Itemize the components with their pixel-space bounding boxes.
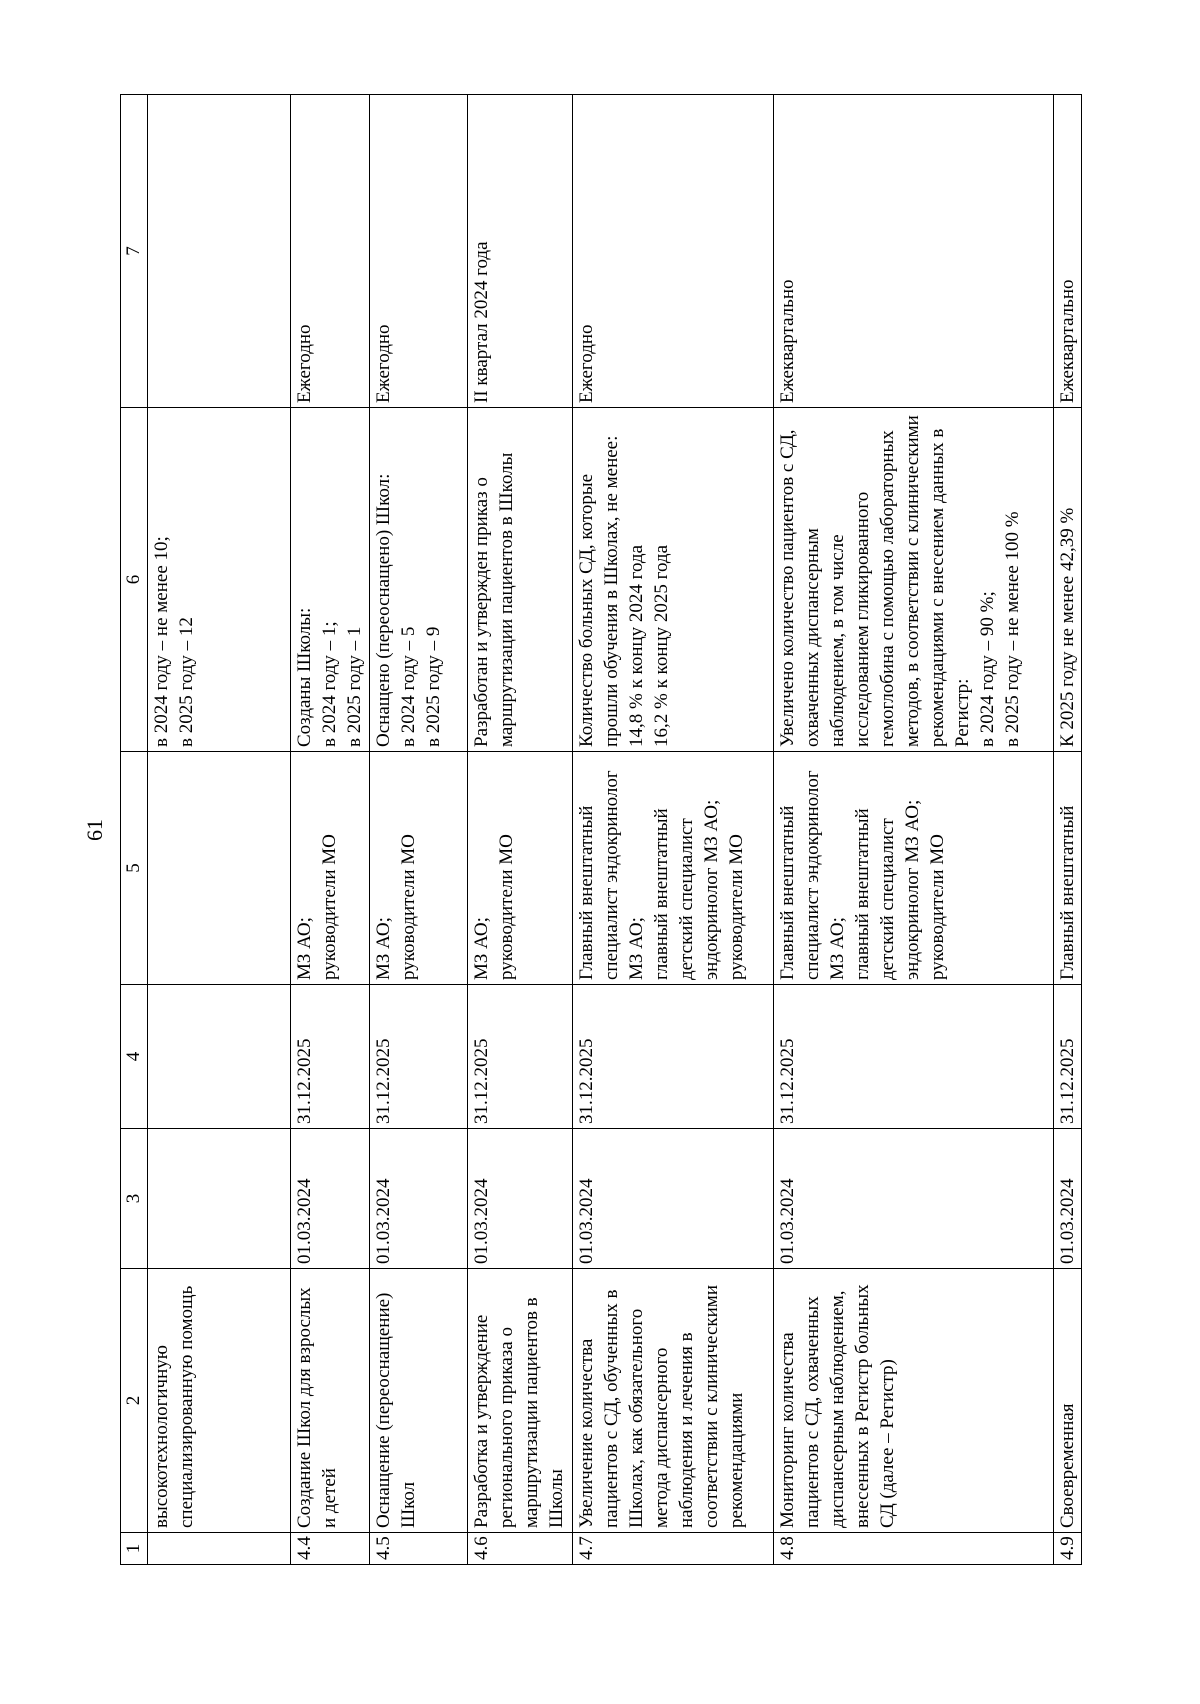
item-number-cell: 4.8 bbox=[774, 1533, 1054, 1565]
item-number-cell: 4.9 bbox=[1054, 1533, 1082, 1565]
action-plan-table bbox=[120, 94, 1082, 1565]
end-date-cell: 31.12.2025 bbox=[468, 985, 573, 1129]
item-number-cell: 4.4 bbox=[291, 1533, 370, 1565]
responsible-cell bbox=[148, 752, 291, 985]
frequency-cell: Ежегодно bbox=[370, 95, 468, 408]
task-cell: Оснащение (переоснащение) Школ bbox=[370, 1269, 468, 1533]
end-date-cell: 31.12.2025 bbox=[291, 985, 370, 1129]
frequency-cell bbox=[148, 95, 291, 408]
start-date-cell: 01.03.2024 bbox=[468, 1129, 573, 1269]
header-cell-3: 3 bbox=[121, 1129, 148, 1269]
table-row bbox=[291, 95, 370, 1565]
result-cell: в 2024 году – не менее 10; в 2025 году – 12 bbox=[148, 408, 291, 752]
frequency-cell: Ежеквартально bbox=[1054, 95, 1082, 408]
header-cell-4: 4 bbox=[121, 985, 148, 1129]
item-number-cell: 4.5 bbox=[370, 1533, 468, 1565]
table-row bbox=[774, 95, 1054, 1565]
table-rotated-container bbox=[120, 95, 1095, 1565]
result-cell: Увеличено количество пациентов с СД, охваченных диспансерным наблюдением, в том числе исследованием гликированного гемоглобина с помощью лабораторных методов, в соответствии с клиническими рекомендациями с внесением данных в Регистр: в 2024 году – 90 %; в 2025 году – не менее 100 % bbox=[774, 408, 1054, 752]
end-date-cell: 31.12.2025 bbox=[774, 985, 1054, 1129]
header-cell-7: 7 bbox=[121, 95, 148, 408]
end-date-cell: 31.12.2025 bbox=[1054, 985, 1082, 1129]
responsible-cell: МЗ АО; руководители МО bbox=[370, 752, 468, 985]
start-date-cell bbox=[148, 1129, 291, 1269]
result-cell: Оснащено (переоснащено) Школ: в 2024 году – 5 в 2025 году – 9 bbox=[370, 408, 468, 752]
task-cell: Мониторинг количества пациентов с СД, охваченных диспансерным наблюдением, внесенных в Регистр больных СД (далее – Регистр) bbox=[774, 1269, 1054, 1533]
header-cell-5: 5 bbox=[121, 752, 148, 985]
table-row bbox=[468, 95, 573, 1565]
table-row bbox=[573, 95, 774, 1565]
start-date-cell: 01.03.2024 bbox=[291, 1129, 370, 1269]
start-date-cell: 01.03.2024 bbox=[774, 1129, 1054, 1269]
end-date-cell bbox=[148, 985, 291, 1129]
responsible-cell: Главный внештатный специалист эндокринолог МЗ АО; главный внештатный детский специалист эндокринолог МЗ АО; руководители МО bbox=[774, 752, 1054, 985]
table-row bbox=[370, 95, 468, 1565]
frequency-cell: Ежегодно bbox=[573, 95, 774, 408]
responsible-cell: МЗ АО; руководители МО bbox=[291, 752, 370, 985]
item-number-cell bbox=[148, 1533, 291, 1565]
table-row bbox=[148, 95, 291, 1565]
frequency-cell: Ежегодно bbox=[291, 95, 370, 408]
frequency-cell: II квартал 2024 года bbox=[468, 95, 573, 408]
result-cell: К 2025 году не менее 42,39 % bbox=[1054, 408, 1082, 752]
frequency-cell: Ежеквартально bbox=[774, 95, 1054, 408]
end-date-cell: 31.12.2025 bbox=[573, 985, 774, 1129]
result-cell: Количество больных СД, которые прошли обучения в Школах, не менее: 14,8 % к концу 2024 года 16,2 % к концу 2025 года bbox=[573, 408, 774, 752]
start-date-cell: 01.03.2024 bbox=[1054, 1129, 1082, 1269]
result-cell: Разработан и утвержден приказ о маршрутизации пациентов в Школы bbox=[468, 408, 573, 752]
start-date-cell: 01.03.2024 bbox=[370, 1129, 468, 1269]
task-cell: Разработка и утверждение регионального приказа о маршрутизации пациентов в Школы bbox=[468, 1269, 573, 1533]
task-cell: Своевременная bbox=[1054, 1269, 1082, 1533]
item-number-cell: 4.6 bbox=[468, 1533, 573, 1565]
header-row bbox=[121, 95, 148, 1565]
responsible-cell: Главный внештатный специалист эндокринолог МЗ АО; главный внештатный детский специалист эндокринолог МЗ АО; руководители МО bbox=[573, 752, 774, 985]
task-cell: высокотехнологичную специализированную помощь bbox=[148, 1269, 291, 1533]
page-number: 61 bbox=[82, 819, 107, 841]
task-cell: Увеличение количества пациентов с СД, обученных в Школах, как обязательного метода диспансерного наблюдения и лечения в соответствии с клиническими рекомендациями bbox=[573, 1269, 774, 1533]
responsible-cell: Главный внештатный bbox=[1054, 752, 1082, 985]
header-cell-2: 2 bbox=[121, 1269, 148, 1533]
end-date-cell: 31.12.2025 bbox=[370, 985, 468, 1129]
item-number-cell: 4.7 bbox=[573, 1533, 774, 1565]
task-cell: Создание Школ для взрослых и детей bbox=[291, 1269, 370, 1533]
result-cell: Созданы Школы: в 2024 году – 1; в 2025 году – 1 bbox=[291, 408, 370, 752]
start-date-cell: 01.03.2024 bbox=[573, 1129, 774, 1269]
table-body bbox=[148, 95, 1082, 1565]
responsible-cell: МЗ АО; руководители МО bbox=[468, 752, 573, 985]
table-row bbox=[1054, 95, 1082, 1565]
header-cell-1: 1 bbox=[121, 1533, 148, 1565]
header-cell-6: 6 bbox=[121, 408, 148, 752]
